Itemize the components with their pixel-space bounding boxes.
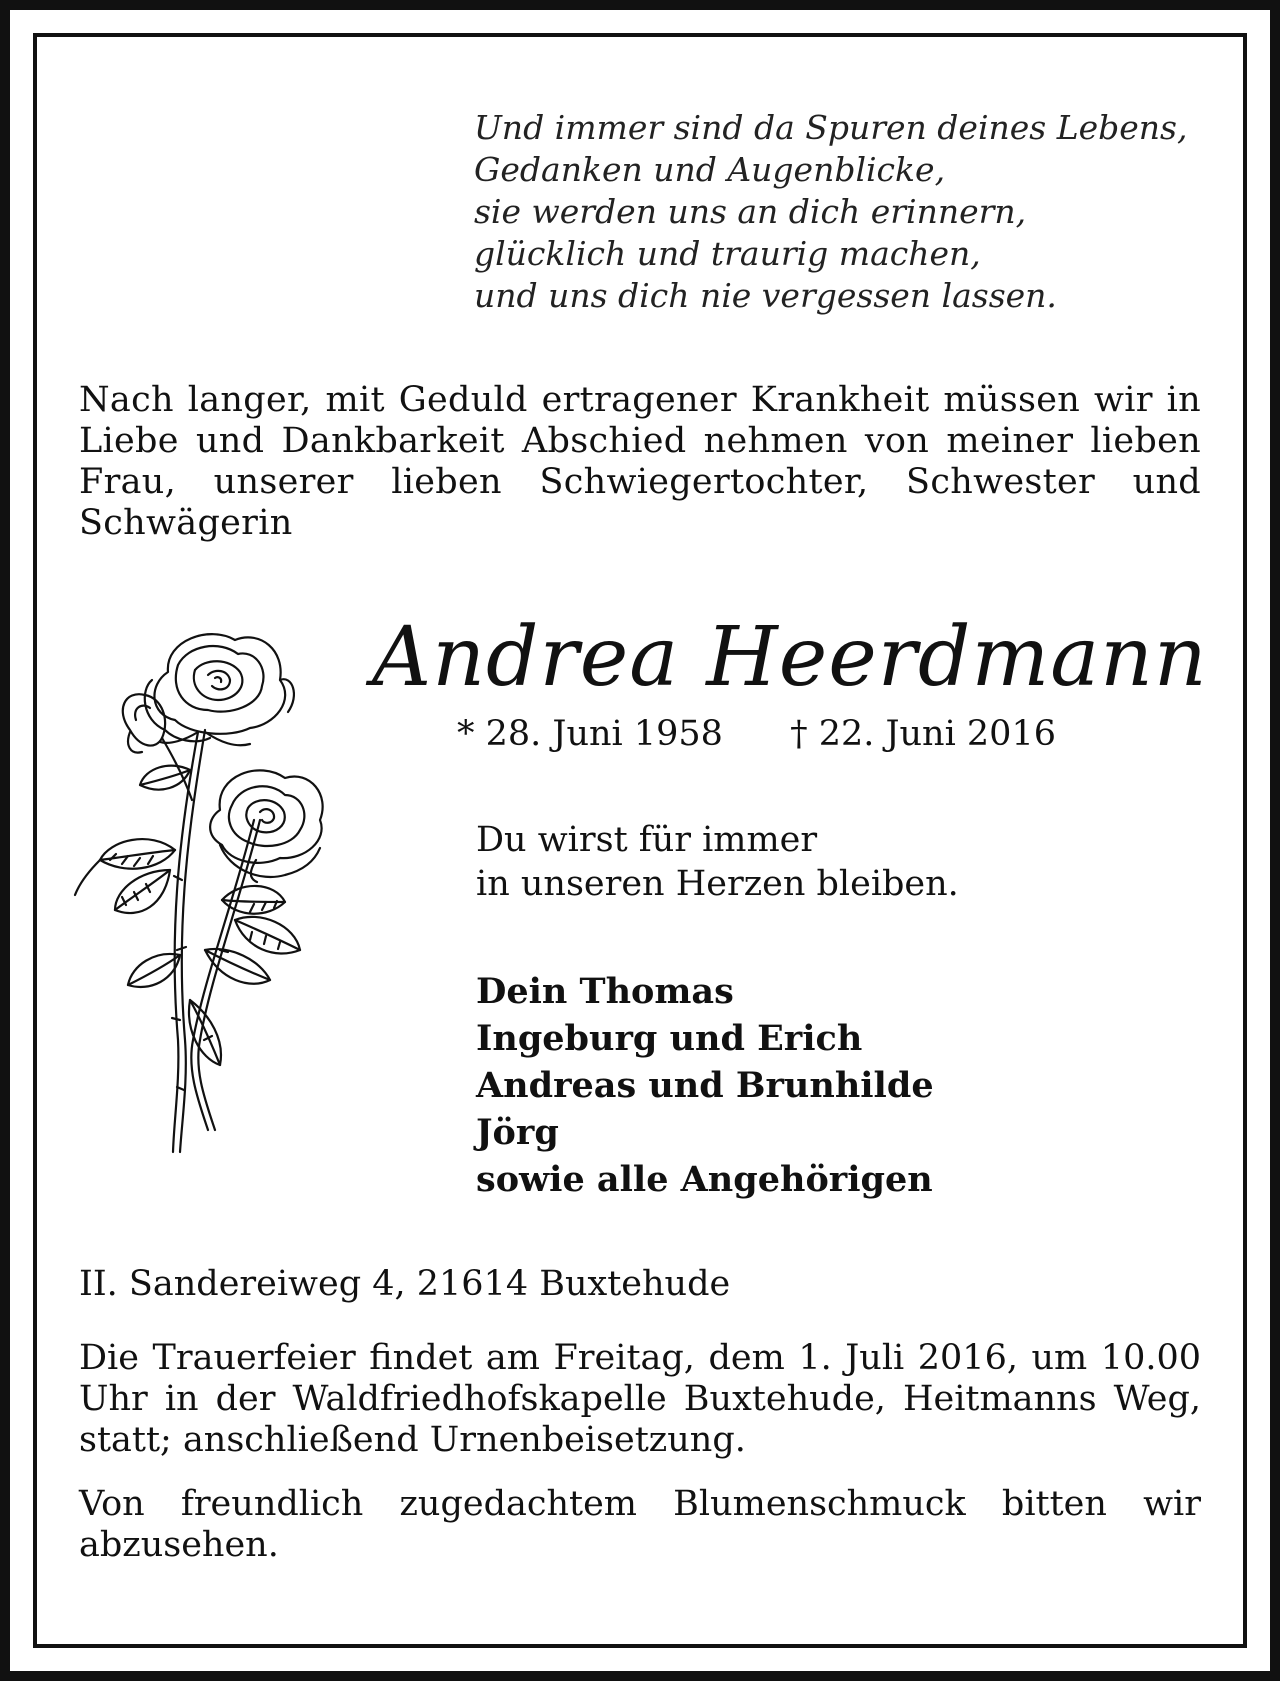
birth-date: * 28. Juni 1958 [457,714,723,754]
poem-line: Gedanken und Augenblicke, [474,150,946,189]
mourner: Dein Thomas [476,971,734,1012]
death-date: † 22. Juni 2016 [790,714,1056,754]
address: II. Sandereiweg 4, 21614 Buxtehude [79,1264,731,1304]
poem-line: sie werden uns an dich erinnern, [474,192,1027,231]
intro-paragraph: Nach langer, mit Geduld ertragener Krankheit müssen wir in Liebe und Dankbarkeit Abschied nehmen von meiner lieben Frau, unserer lieben Schwiegertochter, Schwester und Schwägerin [79,380,1201,543]
poem-line: Und immer sind da Spuren deines Lebens, [474,108,1188,147]
mourner: Andreas und Brunhilde [476,1065,934,1106]
memorial-poem [474,107,1214,317]
mourner: Jörg [476,1112,559,1153]
funeral-service-info: Die Trauerfeier findet am Freitag, dem 1. Juli 2016, um 10.00 Uhr in der Waldfriedhofskapelle Buxtehude, Heitmanns Weg, statt; anschließend Urnenbeisetzung. [79,1338,1201,1460]
mourners-list [476,968,934,1203]
deceased-name: Andrea Heerdmann [372,610,1208,705]
roses-illustration-icon [70,620,330,1160]
poem-line: und uns dich nie vergessen lassen. [474,276,1057,315]
life-dates [457,712,1056,756]
mourner: Ingeburg und Erich [476,1018,863,1059]
comfort-verse [476,818,959,906]
flowers-note: Von freundlich zugedachtem Blumenschmuck bitten wir abzusehen. [79,1484,1201,1565]
comfort-line: Du wirst für immer [476,820,818,860]
poem-line: glücklich und traurig machen, [474,234,981,273]
comfort-line: in unseren Herzen bleiben. [476,864,959,904]
mourner: sowie alle Angehörigen [476,1159,933,1200]
